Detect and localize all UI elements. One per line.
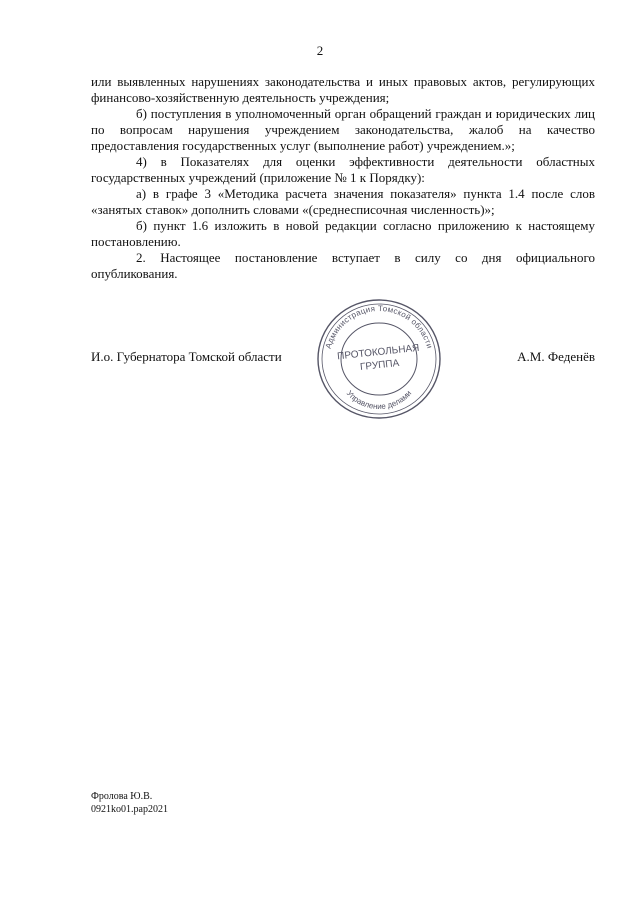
- official-stamp: [315, 297, 443, 421]
- paragraph: или выявленных нарушениях законодательства и иных правовых актов, регулирующих финансово-хозяйственную деятельность учреждения;: [91, 74, 595, 105]
- paragraph: а) в графе 3 «Методика расчета значения показателя» пункта 1.4 после слов «занятых ставок» дополнить словами «(среднесписочная численность)»;: [91, 186, 595, 217]
- stamp-center-line2: ГРУППА: [359, 357, 400, 373]
- svg-text:Управление делами: [345, 389, 413, 411]
- document-body: [91, 74, 595, 282]
- paragraph: 4) в Показателях для оценки эффективности деятельности областных государственных учреждений (приложение № 1 к Порядку):: [91, 154, 595, 185]
- stamp-center-line1: ПРОТОКОЛЬНАЯ: [336, 342, 420, 363]
- paragraph: б) пункт 1.6 изложить в новой редакции согласно приложению к настоящему постановлению.: [91, 218, 595, 249]
- signatory-name: А.М. Феденёв: [517, 349, 595, 364]
- footer-author: Фролова Ю.В.: [91, 791, 153, 802]
- paragraph: 2. Настоящее постановление вступает в силу со дня официального опубликования.: [91, 250, 595, 281]
- paragraph: б) поступления в уполномоченный орган обращений граждан и юридических лиц по вопросам нарушения учреждением законодательства, жалоб на качество предоставления государственных услуг (выполнение работ) учреждением.»;: [91, 106, 595, 153]
- stamp-outer-text-bottom: Управление делами: [344, 388, 414, 412]
- signatory-title: И.о. Губернатора Томской области: [91, 349, 282, 364]
- page-number: 2: [316, 43, 324, 58]
- footer-file-code: 0921ko01.pap2021: [91, 804, 168, 815]
- document-footer: [91, 790, 168, 816]
- stamp-outer-text-top: Администрация Томской области: [323, 303, 435, 350]
